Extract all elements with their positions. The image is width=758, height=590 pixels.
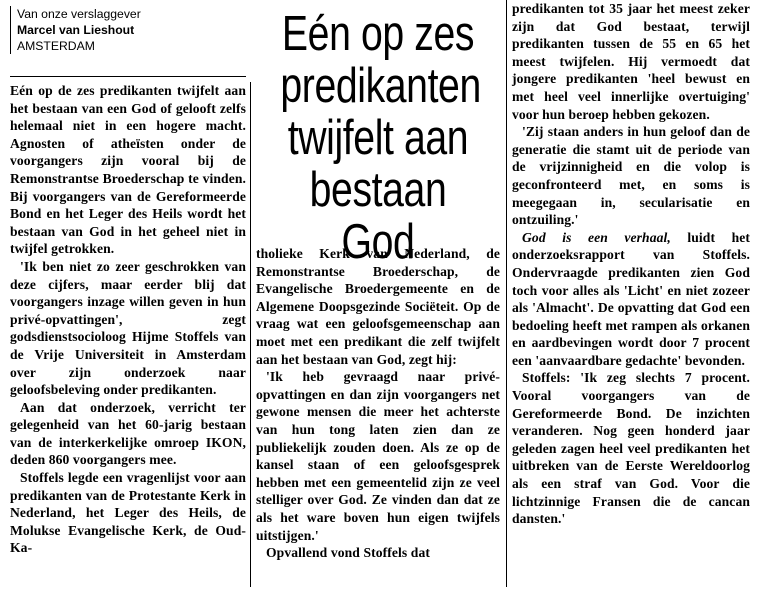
column3-paragraph-2: 'Zij staan anders in hun geloof dan de generatie die stamt uit de periode van de vrijzinnigheid en die volop is geconfronteerd met, en soms is meegegaan in, secularisatie en ontzuiling.' — [512, 124, 750, 228]
headline: Eén op zes predikanten twijfelt aan bestaan God — [280, 7, 481, 269]
column1-paragraph-3: Aan dat onderzoek, verricht ter gelegenheid van het 60-jarig bestaan van de interkerkelijke omroep IKON, deden 860 voorgangers mee. — [10, 399, 246, 468]
article-column-2 — [256, 245, 500, 562]
column-divider-1 — [250, 82, 251, 587]
article-column-1 — [10, 82, 246, 557]
article-column-3 — [512, 0, 750, 528]
byline-lead: Van onze verslaggever — [17, 7, 141, 21]
column3-paragraph-4: Stoffels: 'Ik zeg slechts 7 procent. Vooral voorgangers van de Gereformeerde Bond. De inzichten veranderen. Nog geen honderd jaar geleden zagen heel veel predikanten het uitbreken van de Eerste Wereldoorlog als een straf van God. Voor die lichtzinnige Fransen die de cancan dansten.' — [512, 370, 750, 527]
byline-place: AMSTERDAM — [17, 39, 95, 53]
column2-paragraph-2: 'Ik heb gevraagd naar privé-opvattingen en dan zijn voorgangers net gewone mensen die meer het achterste van hun tong laten zien dan ze publiekelijk zouden doen. Als ze op de kansel staan of een geloofsgesprek hebben met een gemeentelid zijn ze veel stelliger over God. Ze vinden dan dat ze als het ware boven hun eigen twijfels uitstijgen.' — [256, 369, 500, 543]
byline-author: Marcel van Lieshout — [17, 23, 135, 37]
column2-paragraph-3: Opvallend vond Stoffels dat — [266, 545, 430, 561]
column-divider-2 — [506, 0, 507, 587]
column3-paragraph-3 — [512, 229, 750, 370]
column1-paragraph-4: Stoffels legde een vragenlijst voor aan predikanten van de Protestante Kerk in Nederland, het Leger des Heils, de Molukse Evangelische Kerk, de Oud-Ka- — [10, 470, 246, 556]
column3-paragraph-1: predikanten tot 35 jaar het meest zeker zijn dat God bestaat, terwijl predikanten tussen de 55 en 65 het meest twijfelen. Hij vermoedt dat jongere predikanten 'heel bewust en met heel veel innerlijke overtuiging' voor hun beroep hebben gekozen. — [512, 1, 750, 122]
column3-paragraph-3-text: luidt het onderzoeksrapport van Stoffels. Ondervraagde predikanten zien God toch voor alles als 'Licht' en niet zozeer als 'Almacht'. De opvatting dat God een bedoeling heeft met rampen als orkanen en aardbevingen wordt door 7 procent een 'aanvaardbare gedachte' bevonden. — [512, 229, 751, 368]
column1-paragraph-1: Eén op de zes predikanten twijfelt aan het bestaan van een God of gelooft zelfs helemaal niet in een hogere macht. Agnosten of atheïsten onder de voorgangers zijn vooral bij de Remonstrantse Broederschap te vinden. Bij voorgangers van de Gereformeerde Bond en het Leger des Heils wordt het bestaan van God in het geheel niet in twijfel getrokken. — [10, 83, 246, 257]
byline-rule — [10, 76, 246, 77]
byline — [10, 6, 253, 54]
column1-paragraph-2: 'Ik ben niet zo zeer geschrokken van deze cijfers, maar eerder blij dat voorgangers inzage willen geven in hun privé-opvattingen', zegt godsdienstsocioloog Hijme Stoffels van de Vrije Universiteit in Amsterdam over zijn onderzoek naar geloofsbeleving onder predikanten. — [10, 258, 246, 398]
column3-emphasis: God is een verhaal, — [522, 229, 671, 245]
column2-paragraph-1: tholieke Kerk van Nederland, de Remonstrantse Broederschap, de Evangelische Broedergemeente en de Algemene Doopsgezinde Sociëteit. Op de vraag wat een geloofsgemeenschap aan moet met een predikant die zelf twijfelt aan het bestaan van God, zegt hij: — [256, 246, 500, 367]
